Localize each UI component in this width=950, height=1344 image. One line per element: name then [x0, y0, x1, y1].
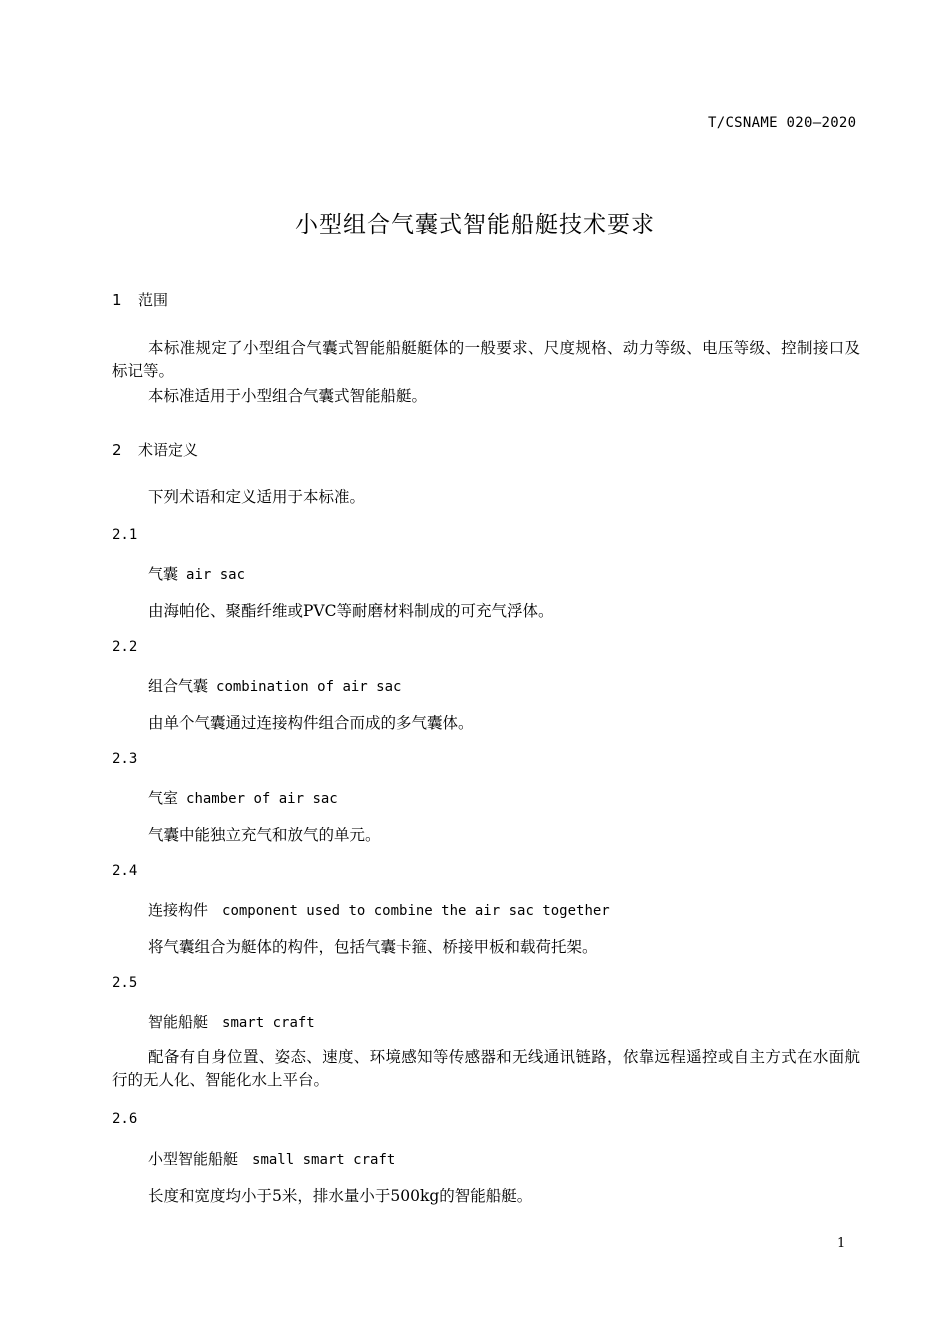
- standard-code: T/CSNAME 020—2020: [708, 115, 857, 131]
- term-definition: 将气囊组合为艇体的构件，包括气囊卡箍、桥接甲板和载荷托架。: [148, 938, 598, 956]
- term-entry: [148, 675, 401, 696]
- section-number: 1: [112, 291, 122, 309]
- section-heading-scope: [112, 289, 168, 310]
- clause-number: 2.4: [112, 863, 138, 879]
- term-en: combination of air sac: [216, 679, 402, 695]
- term-entry: [148, 787, 338, 808]
- clause-number: 2.6: [112, 1111, 138, 1127]
- term-en: smart craft: [222, 1015, 315, 1031]
- term-zh: 气囊: [148, 565, 179, 583]
- term-definition: 气囊中能独立充气和放气的单元。: [148, 826, 381, 844]
- page-number: 1: [837, 1236, 846, 1251]
- term-definition: 长度和宽度均小于5米，排水量小于500kg的智能船艇。: [148, 1187, 533, 1205]
- section-number: 2: [112, 441, 122, 459]
- section-heading-terms: [112, 439, 198, 460]
- clause-number: 2.2: [112, 639, 138, 655]
- term-en: component used to combine the air sac together: [222, 903, 610, 919]
- term-definition: 由海帕伦、聚酯纤维或PVC等耐磨材料制成的可充气浮体。: [148, 602, 554, 620]
- scope-paragraph: 本标准规定了小型组合气囊式智能船艇艇体的一般要求、尺度规格、动力等级、电压等级、控制接口及标记等。: [112, 339, 860, 380]
- terms-intro: 下列术语和定义适用于本标准。: [148, 488, 366, 506]
- scope-paragraph: 本标准适用于小型组合气囊式智能船艇。: [148, 387, 428, 405]
- section-title: 术语定义: [138, 441, 199, 459]
- term-zh: 智能船艇: [148, 1013, 209, 1031]
- term-entry: [148, 563, 245, 584]
- term-zh: 连接构件: [148, 901, 209, 919]
- term-zh: 小型智能船艇: [148, 1150, 239, 1168]
- clause-number: 2.1: [112, 527, 138, 543]
- term-entry: [148, 1148, 395, 1169]
- clause-number: 2.3: [112, 751, 138, 767]
- page-title: 小型组合气囊式智能船艇技术要求: [295, 212, 655, 238]
- section-title: 范围: [138, 291, 169, 309]
- term-en: chamber of air sac: [186, 791, 338, 807]
- term-zh: 气室: [148, 789, 179, 807]
- term-zh: 组合气囊: [148, 677, 209, 695]
- term-en: small smart craft: [252, 1152, 396, 1168]
- term-definition: 配备有自身位置、姿态、速度、环境感知等传感器和无线通讯链路，依靠远程遥控或自主方式在水面航行的无人化、智能化水上平台。: [112, 1048, 860, 1089]
- term-entry: [148, 1011, 315, 1032]
- term-definition: 由单个气囊通过连接构件组合而成的多气囊体。: [148, 714, 474, 732]
- term-entry: [148, 899, 610, 920]
- clause-number: 2.5: [112, 975, 138, 991]
- term-en: air sac: [186, 567, 246, 583]
